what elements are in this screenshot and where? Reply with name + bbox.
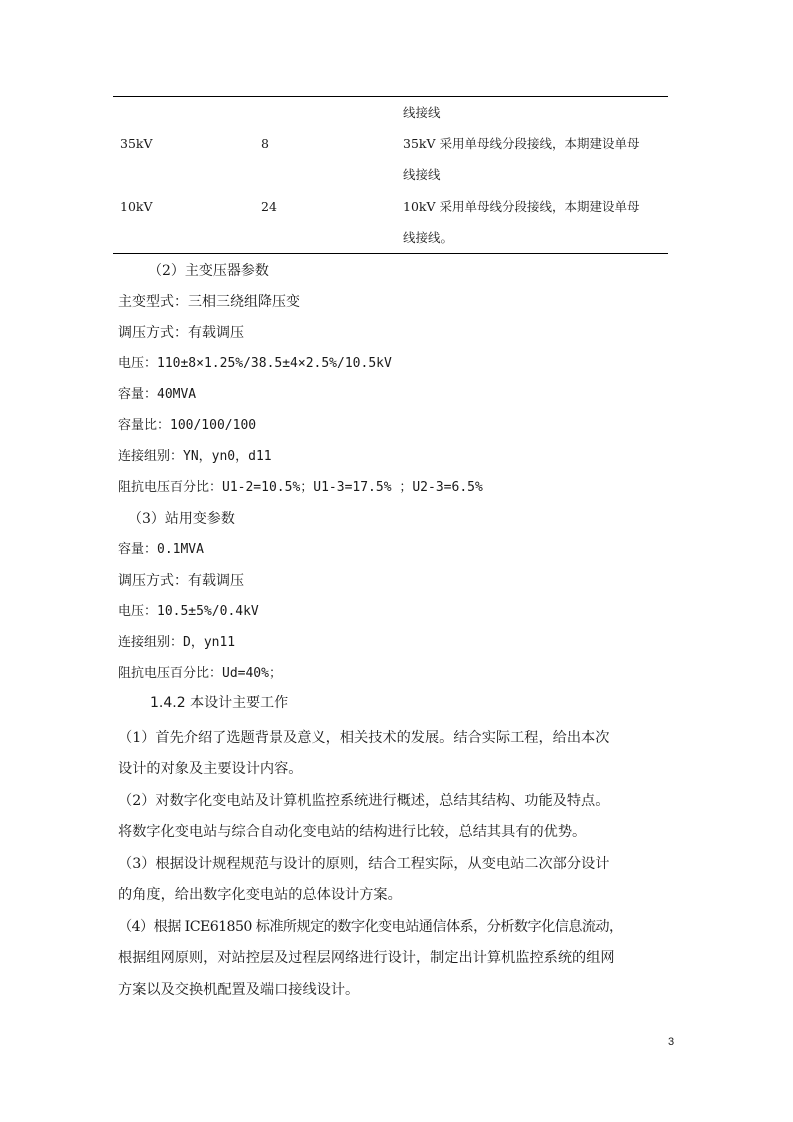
- paragraph-line: （4）根据 ICE61850 标准所规定的数字化变电站通信体系，分析数字化信息流动，: [118, 919, 623, 935]
- paragraph-line: （3）根据设计规程规范与设计的原则，结合工程实际，从变电站二次部分设计: [118, 856, 610, 872]
- spec-line: 调压方式：有载调压: [118, 573, 244, 589]
- table-continued-cell: 线接线: [403, 105, 441, 120]
- spec-line: 主变型式：三相三绕组降压变: [118, 294, 300, 310]
- section-title-main-transformer: （2）主变压器参数: [148, 263, 269, 279]
- spec-line: 容量比：100/100/100: [118, 418, 257, 433]
- spec-line: 连接组别：YN，yn0，d11: [118, 449, 272, 464]
- paragraph-line: （1）首先介绍了选题背景及意义，相关技术的发展。结合实际工程，给出本次: [118, 730, 610, 746]
- table-cell-count: 24: [261, 199, 277, 214]
- table-cell-level: 10kV: [120, 199, 153, 214]
- paragraph-line: 根据组网原则，对站控层及过程层网络进行设计，制定出计算机监控系统的组网: [118, 950, 615, 966]
- paragraph-line: 的角度，给出数字化变电站的总体设计方案。: [118, 887, 402, 903]
- page-number: 3: [668, 1036, 675, 1048]
- table-bottom-rule: [113, 253, 668, 254]
- spec-line: 容量：0.1MVA: [118, 542, 204, 557]
- paragraph-line: （2）对数字化变电站及计算机监控系统进行概述，总结其结构、功能及特点。: [118, 793, 610, 809]
- subsection-heading: 1.4.2 本设计主要工作: [150, 695, 289, 711]
- table-cell-note: 10kV 采用单母线分段接线，本期建设单母: [403, 199, 640, 214]
- spec-line: 调压方式：有载调压: [118, 325, 244, 341]
- spec-line: 容量：40MVA: [118, 387, 197, 402]
- table-cell-note: 35kV 采用单母线分段接线，本期建设单母: [403, 136, 640, 151]
- spec-line: 电压：110±8×1.25%/38.5±4×2.5%/10.5kV: [118, 356, 392, 371]
- paragraph-line: 方案以及交换机配置及端口接线设计。: [118, 982, 360, 998]
- paragraph-line: 将数字化变电站与综合自动化变电站的结构进行比较，总结其具有的优势。: [118, 824, 587, 840]
- table-top-rule: [113, 96, 668, 97]
- section-title-station-transformer: （3）站用变参数: [128, 511, 235, 527]
- table-cell-level: 35kV: [120, 136, 153, 151]
- spec-line: 阻抗电压百分比：U1-2=10.5%；U1-3=17.5% ；U2-3=6.5%: [118, 480, 483, 495]
- spec-line: 连接组别：D，yn11: [118, 635, 236, 650]
- table-cell-note-cont: 线接线。: [403, 230, 454, 245]
- spec-line: 阻抗电压百分比：Ud=40%；: [118, 666, 282, 681]
- table-cell-count: 8: [261, 136, 269, 151]
- table-cell-note-cont: 线接线: [403, 167, 441, 182]
- spec-line: 电压：10.5±5%/0.4kV: [118, 604, 259, 619]
- paragraph-line: 设计的对象及主要设计内容。: [118, 761, 303, 777]
